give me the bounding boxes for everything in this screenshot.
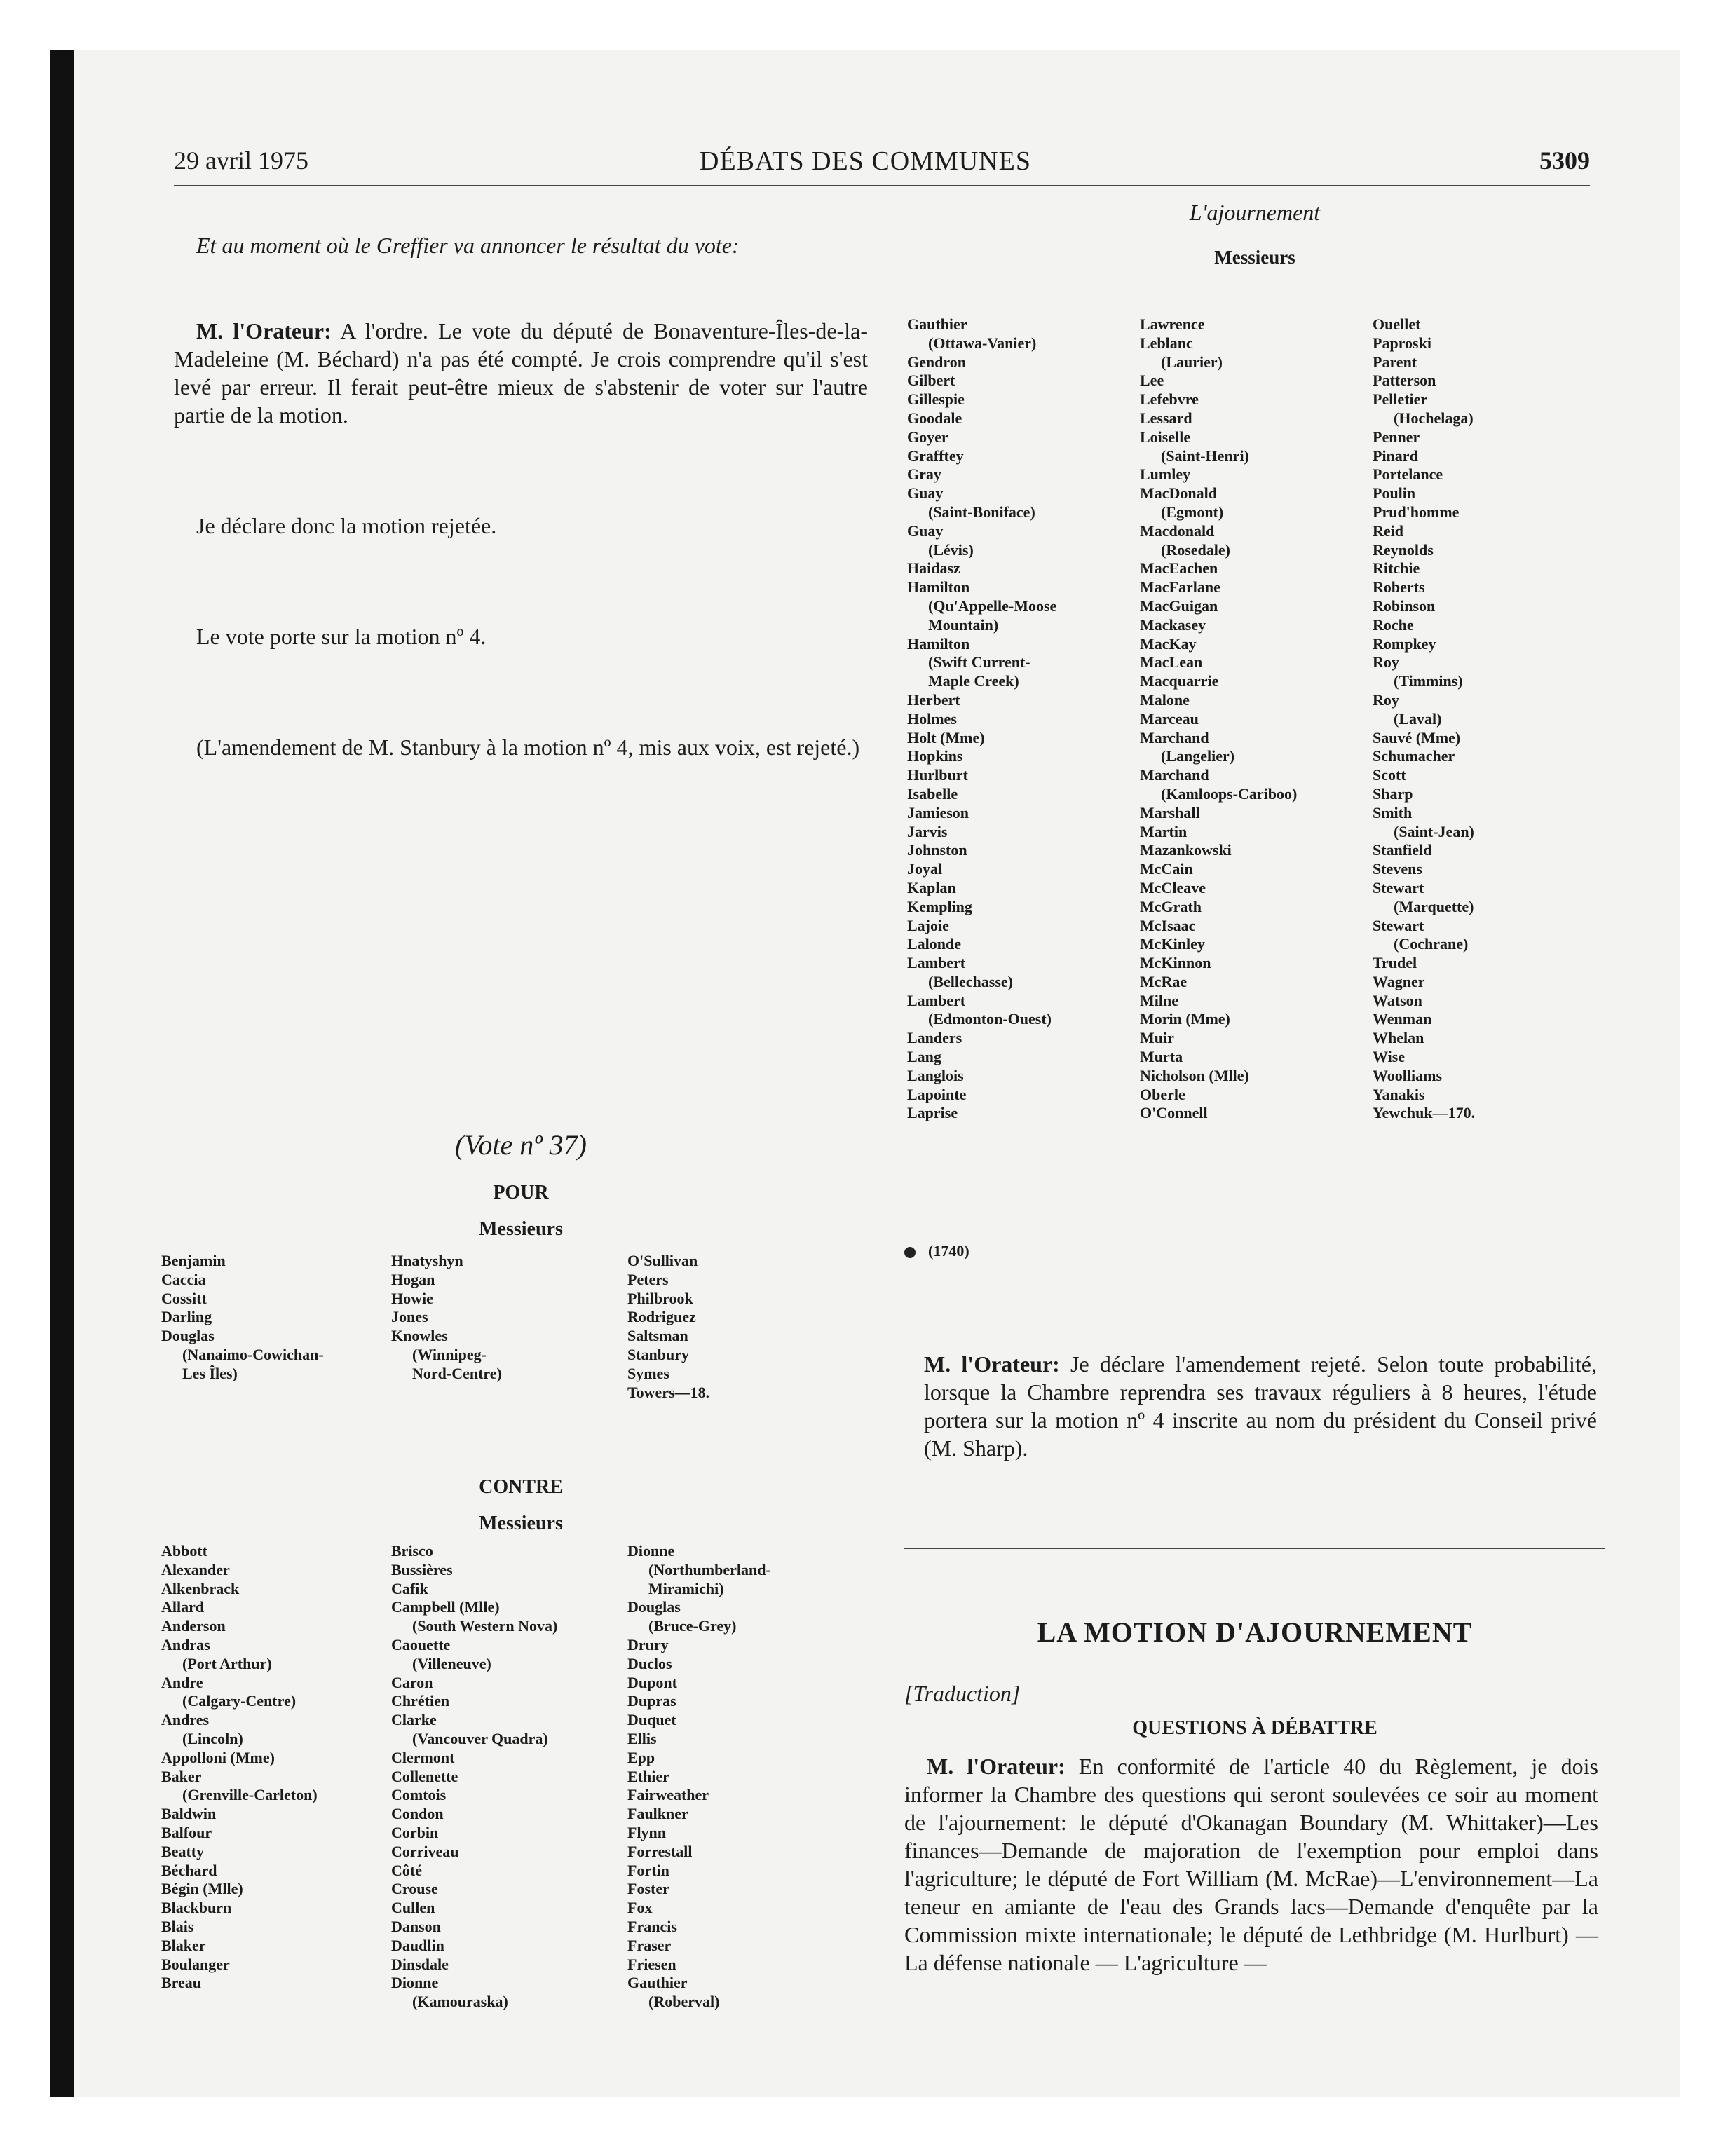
member-name: Lawrence xyxy=(1140,315,1205,333)
member-name: McRae xyxy=(1140,972,1188,990)
member-name: Lang xyxy=(907,1048,941,1066)
vote-title: (Vote nº 37) xyxy=(455,1129,587,1161)
member-name: Lambert xyxy=(907,954,966,972)
member-name: (Saint-Boniface) xyxy=(928,503,1035,521)
member-name: Collenette xyxy=(391,1767,458,1785)
member-name: Stewart xyxy=(1373,916,1424,934)
member-name: Blackburn xyxy=(161,1899,232,1917)
member-name: Lee xyxy=(1140,371,1164,390)
member-name: Haidasz xyxy=(907,559,960,578)
member-name: Pelletier xyxy=(1373,390,1428,409)
member-name: (Edmonton-Ouest) xyxy=(928,1010,1052,1028)
member-name: Trudel xyxy=(1373,954,1417,972)
member-name: Breau xyxy=(161,1974,202,1992)
speaker-name-2: M. l'Orateur: xyxy=(924,1351,1060,1377)
member-name: Sharp xyxy=(1373,784,1413,803)
member-name: Scott xyxy=(1373,766,1406,784)
member-name: Dupras xyxy=(627,1692,676,1710)
member-name: Brisco xyxy=(391,1542,433,1560)
member-name: Wagner xyxy=(1373,972,1425,990)
member-name: McGrath xyxy=(1140,897,1202,915)
member-name: O'Sullivan xyxy=(627,1252,698,1269)
member-name: Leblanc xyxy=(1140,334,1193,352)
member-name: Gauthier xyxy=(907,315,967,333)
member-name: Condon xyxy=(391,1805,444,1823)
member-name: Andre xyxy=(161,1673,203,1691)
member-name: (Kamouraska) xyxy=(412,1993,508,2011)
member-name: Comtois xyxy=(391,1786,447,1804)
member-name: Boulanger xyxy=(161,1955,230,1973)
member-name: Bussières xyxy=(391,1560,453,1578)
member-name: Ellis xyxy=(627,1729,657,1747)
member-name: Symes xyxy=(627,1364,669,1382)
member-name: Prud'homme xyxy=(1373,503,1460,521)
member-name: Patterson xyxy=(1373,371,1436,390)
member-name: Friesen xyxy=(627,1955,676,1973)
member-name: (Kamloops-Cariboo) xyxy=(1161,784,1298,803)
member-name: Andres xyxy=(161,1711,210,1729)
member-name: Parent xyxy=(1373,353,1417,371)
member-name: Caouette xyxy=(391,1635,451,1653)
member-name: Ethier xyxy=(627,1767,669,1785)
member-name: Isabelle xyxy=(907,784,958,803)
member-name: Duquet xyxy=(627,1711,676,1729)
section-title: LA MOTION D'AJOURNEMENT xyxy=(1037,1616,1473,1648)
member-name: Corbin xyxy=(391,1823,439,1841)
member-name: Béchard xyxy=(161,1861,217,1879)
member-name: (Marquette) xyxy=(1394,897,1474,915)
member-name: Cossitt xyxy=(161,1289,207,1307)
member-name: McKinnon xyxy=(1140,954,1211,972)
member-name: Marchand xyxy=(1140,728,1209,746)
member-name: Douglas xyxy=(627,1598,681,1616)
member-name: McCain xyxy=(1140,860,1193,878)
member-name: Jarvis xyxy=(907,822,948,840)
member-name: Francis xyxy=(627,1917,677,1935)
member-name: Sauvé (Mme) xyxy=(1373,728,1461,746)
member-name: (Roberval) xyxy=(648,1993,720,2011)
member-name: Ouellet xyxy=(1373,315,1421,333)
member-name: Daudlin xyxy=(391,1936,444,1954)
member-name: (Egmont) xyxy=(1161,503,1224,521)
member-name: Johnston xyxy=(907,841,967,859)
member-name: Robinson xyxy=(1373,596,1436,615)
member-name: Baker xyxy=(161,1767,202,1785)
member-name: Milne xyxy=(1140,991,1178,1009)
member-name: Towers—18. xyxy=(627,1383,710,1401)
member-name: Roy xyxy=(1373,653,1399,671)
member-name: Wenman xyxy=(1373,1010,1432,1028)
member-name: Mountain) xyxy=(928,615,999,634)
member-name: Lajoie xyxy=(907,916,949,934)
member-name: Fraser xyxy=(627,1936,672,1954)
member-name: Caron xyxy=(391,1673,433,1691)
member-name: Gilbert xyxy=(907,371,955,390)
member-name: MacFarlane xyxy=(1140,578,1220,596)
member-name: Morin (Mme) xyxy=(1140,1010,1230,1028)
member-name: Mazankowski xyxy=(1140,841,1232,859)
member-name: (Calgary-Centre) xyxy=(182,1692,297,1710)
member-name: (Lincoln) xyxy=(182,1729,243,1747)
member-name: Pinard xyxy=(1373,446,1418,465)
member-name: Macdonald xyxy=(1140,521,1215,540)
member-name: Blais xyxy=(161,1917,194,1935)
member-name: Foster xyxy=(627,1880,669,1898)
member-name: Guay xyxy=(907,521,944,540)
member-name: Peters xyxy=(627,1270,669,1288)
member-name: (Qu'Appelle-Moose xyxy=(928,596,1057,615)
member-name: Rodriguez xyxy=(627,1308,696,1326)
member-name: (Swift Current- xyxy=(928,653,1030,671)
speaker-name: M. l'Orateur: xyxy=(196,318,332,343)
speaker-text-3: En conformité de l'article 40 du Règlement, je dois informer la Chambre des questions qui seront soulevées ce soir au moment de l'ajournement: le député d'Okanagan Boundary (M. Whittaker)—Les finances—Demande de majoration de l'exemption pour emploi dans l'agriculture; le député de Fort William (M. McRae)—L'environnement—La teneur en amiante de l'eau des Grands lacs—Demande d'enquête par la Commission mixte internationale; le député de Lethbridge (M. Hurlburt) — La défense nationale — L'agriculture — xyxy=(904,1754,1599,1975)
member-name: Goyer xyxy=(907,428,948,446)
speaker-text: A l'ordre. Le vote du député de Bonaventure-Îles-de-la-Madeleine (M. Béchard) n'a pas été compté. Je crois comprendre qu'il s'est levé par erreur. Il ferait peut-être mieux de s'abstenir de voter sur l'autre partie de la motion. xyxy=(174,318,868,428)
right-list-col2 xyxy=(1140,315,1297,1123)
member-name: Chrétien xyxy=(391,1692,450,1710)
member-name: Benjamin xyxy=(161,1252,226,1269)
member-name: Dupont xyxy=(627,1673,677,1691)
member-name: (Langelier) xyxy=(1161,747,1235,765)
member-name: Blaker xyxy=(161,1936,206,1954)
member-name: Crouse xyxy=(391,1880,438,1898)
member-name: Stewart xyxy=(1373,878,1424,896)
member-name: Hurlburt xyxy=(907,766,968,784)
member-name: Holt (Mme) xyxy=(907,728,985,746)
member-name: (Saint-Henri) xyxy=(1161,446,1249,465)
member-name: Grafftey xyxy=(907,446,964,465)
member-name: Dionne xyxy=(391,1974,439,1992)
member-name: (Ottawa-Vanier) xyxy=(928,334,1037,352)
member-name: Lumley xyxy=(1140,465,1191,484)
member-name: (Grenville-Carleton) xyxy=(182,1786,318,1804)
member-name: Malone xyxy=(1140,690,1190,709)
paragraph-speaker-1 xyxy=(174,317,868,429)
member-name: Roberts xyxy=(1373,578,1425,596)
contre-messieurs: Messieurs xyxy=(479,1513,563,1534)
member-name: Roy xyxy=(1373,690,1399,709)
member-name: Fortin xyxy=(627,1861,669,1879)
member-name: Marchand xyxy=(1140,766,1209,784)
member-name: MacDonald xyxy=(1140,484,1217,503)
member-name: (Villeneuve) xyxy=(412,1654,491,1672)
pour-list-col1 xyxy=(161,1252,324,1384)
member-name: Mackasey xyxy=(1140,615,1206,634)
paragraph-speaker-3 xyxy=(904,1752,1598,1977)
member-name: Guay xyxy=(907,484,944,503)
member-name: Epp xyxy=(627,1748,655,1766)
member-name: (Rosedale) xyxy=(1161,540,1230,559)
member-name: Philbrook xyxy=(627,1289,693,1307)
right-messieurs: Messieurs xyxy=(1214,247,1295,268)
member-name: Ritchie xyxy=(1373,559,1420,578)
member-name: Duclos xyxy=(627,1654,672,1672)
member-name: Muir xyxy=(1140,1029,1174,1047)
member-name: Gray xyxy=(907,465,941,484)
member-name: Faulkner xyxy=(627,1805,688,1823)
member-name: Woolliams xyxy=(1373,1066,1443,1084)
member-name: McCleave xyxy=(1140,878,1206,896)
member-name: Oberle xyxy=(1140,1085,1185,1103)
pour-messieurs: Messieurs xyxy=(479,1218,563,1240)
member-name: Forrestall xyxy=(627,1842,693,1860)
member-name: (Winnipeg- xyxy=(412,1345,487,1363)
member-name: Knowles xyxy=(391,1327,448,1345)
bullet-dot-icon xyxy=(904,1247,916,1258)
member-name: Jamieson xyxy=(907,803,969,821)
member-name: Bégin (Mlle) xyxy=(161,1880,243,1898)
member-name: McIsaac xyxy=(1140,916,1196,934)
member-name: Paproski xyxy=(1373,334,1431,352)
member-name: Herbert xyxy=(907,690,960,709)
member-name: Rompkey xyxy=(1373,634,1436,653)
pour-list-col2 xyxy=(391,1252,502,1384)
member-name: MacKay xyxy=(1140,634,1197,653)
member-name: (Hochelaga) xyxy=(1394,409,1474,427)
member-name: (Bellechasse) xyxy=(928,972,1013,990)
member-name: (Nanaimo-Cowichan- xyxy=(182,1345,324,1363)
time-stamp: (1740) xyxy=(928,1242,969,1260)
member-name: Dinsdale xyxy=(391,1955,449,1973)
member-name: Corriveau xyxy=(391,1842,459,1860)
member-name: Poulin xyxy=(1373,484,1416,503)
member-name: Hamilton xyxy=(907,634,970,653)
member-name: Caccia xyxy=(161,1270,206,1288)
member-name: Danson xyxy=(391,1917,441,1935)
page-header xyxy=(174,146,1590,186)
member-name: Smith xyxy=(1373,803,1413,821)
member-name: Marshall xyxy=(1140,803,1200,821)
member-name: MacGuigan xyxy=(1140,596,1218,615)
member-name: Gendron xyxy=(907,353,966,371)
member-name: Cullen xyxy=(391,1899,435,1917)
member-name: Lapointe xyxy=(907,1085,967,1103)
right-paragraph-1-wrap xyxy=(924,1350,1597,1462)
section-divider xyxy=(904,1548,1605,1549)
member-name: Portelance xyxy=(1373,465,1443,484)
speaker-name-3: M. l'Orateur: xyxy=(927,1754,1066,1779)
member-name: Kempling xyxy=(907,897,972,915)
member-name: Yanakis xyxy=(1373,1085,1425,1103)
section-ajournement-italic: L'ajournement xyxy=(1189,200,1321,225)
right-paragraph-2-wrap xyxy=(904,1752,1598,1977)
member-name: Maple Creek) xyxy=(928,672,1019,690)
member-name: Hnatyshyn xyxy=(391,1252,463,1269)
member-name: Balfour xyxy=(161,1823,212,1841)
member-name: Lambert xyxy=(907,991,966,1009)
member-name: Holmes xyxy=(907,709,957,728)
paragraph-motion-4: Le vote porte sur la motion nº 4. xyxy=(196,624,487,649)
member-name: (Vancouver Quadra) xyxy=(412,1729,548,1747)
traduction-label: [Traduction] xyxy=(904,1681,1021,1706)
member-name: Joyal xyxy=(907,860,943,878)
speaker-text-2: Je déclare l'amendement rejeté. Selon toute probabilité, lorsque la Chambre reprendra ses travaux réguliers à 8 heures, l'étude portera sur la motion nº 4 inscrite au nom du président du Conseil privé (M. Sharp). xyxy=(924,1351,1598,1461)
member-name: Lessard xyxy=(1140,409,1192,427)
member-name: Roche xyxy=(1373,615,1414,634)
contre-list-col1 xyxy=(161,1542,318,1993)
member-name: Les Îles) xyxy=(182,1364,238,1382)
member-name: Douglas xyxy=(161,1327,215,1345)
member-name: Gauthier xyxy=(627,1974,688,1992)
member-name: (Timmins) xyxy=(1394,672,1463,690)
member-name: Andras xyxy=(161,1635,210,1653)
member-name: Saltsman xyxy=(627,1327,688,1345)
member-name: Dionne xyxy=(627,1542,675,1560)
right-list-col3 xyxy=(1373,315,1475,1123)
member-name: Allard xyxy=(161,1598,205,1616)
member-name: (Saint-Jean) xyxy=(1394,822,1474,840)
member-name: (South Western Nova) xyxy=(412,1617,558,1635)
member-name: Stanfield xyxy=(1373,841,1432,859)
member-name: Côté xyxy=(391,1861,422,1879)
member-name: Nord-Centre) xyxy=(412,1364,502,1382)
member-name: Beatty xyxy=(161,1842,205,1860)
member-name: Anderson xyxy=(161,1617,226,1635)
member-name: Flynn xyxy=(627,1823,667,1841)
member-name: Landers xyxy=(907,1029,962,1047)
page-number: 5309 xyxy=(1539,146,1590,175)
member-name: Martin xyxy=(1140,822,1188,840)
member-name: Fox xyxy=(627,1899,653,1917)
member-name: Campbell (Mlle) xyxy=(391,1598,500,1616)
member-name: Goodale xyxy=(907,409,962,427)
member-name: (Laurier) xyxy=(1161,353,1223,371)
member-name: Baldwin xyxy=(161,1805,217,1823)
member-name: Watson xyxy=(1373,991,1422,1009)
member-name: Reid xyxy=(1373,521,1403,540)
member-name: Marceau xyxy=(1140,709,1199,728)
contre-list-col3 xyxy=(627,1542,771,2012)
paragraph-motion-rejected: Je déclare donc la motion rejetée. xyxy=(196,513,497,538)
member-name: MacLean xyxy=(1140,653,1203,671)
member-name: Laprise xyxy=(907,1104,958,1122)
member-name: Clarke xyxy=(391,1711,437,1729)
member-name: Reynolds xyxy=(1373,540,1434,559)
questions-heading: QUESTIONS À DÉBATTRE xyxy=(1132,1717,1377,1739)
member-name: MacEachen xyxy=(1140,559,1218,578)
member-name: Clermont xyxy=(391,1748,455,1766)
pour-heading: POUR xyxy=(493,1182,549,1203)
paragraph-vote-announcement: Et au moment où le Greffier va annoncer le résultat du vote: xyxy=(196,233,740,258)
member-name: Kaplan xyxy=(907,878,956,896)
member-name: Miramichi) xyxy=(648,1579,724,1597)
scan-edge xyxy=(50,50,74,2097)
member-name: Gillespie xyxy=(907,390,965,409)
contre-heading: CONTRE xyxy=(479,1476,563,1498)
member-name: Drury xyxy=(627,1635,669,1653)
member-name: Stevens xyxy=(1373,860,1422,878)
member-name: Whelan xyxy=(1373,1029,1424,1047)
member-name: Jones xyxy=(391,1308,428,1326)
header-title: DÉBATS DES COMMUNES xyxy=(700,146,1031,176)
member-name: Hopkins xyxy=(907,747,963,765)
member-name: Hogan xyxy=(391,1270,435,1288)
pour-list-col3 xyxy=(627,1252,709,1402)
paragraph-speaker-2 xyxy=(924,1350,1597,1462)
member-name: (Cochrane) xyxy=(1394,935,1469,953)
member-name: (Bruce-Grey) xyxy=(648,1617,737,1635)
member-name: Loiselle xyxy=(1140,428,1191,446)
left-column xyxy=(174,231,868,761)
member-name: Alexander xyxy=(161,1560,230,1578)
right-list-col1 xyxy=(907,315,1056,1123)
member-name: Lalonde xyxy=(907,935,962,953)
member-name: Appolloni (Mme) xyxy=(161,1748,275,1766)
member-name: O'Connell xyxy=(1140,1104,1208,1122)
member-name: Howie xyxy=(391,1289,433,1307)
member-name: Nicholson (Mlle) xyxy=(1140,1066,1249,1084)
member-name: (Port Arthur) xyxy=(182,1654,272,1672)
header-date: 29 avril 1975 xyxy=(174,146,308,175)
member-name: Macquarrie xyxy=(1140,672,1219,690)
member-name: Schumacher xyxy=(1373,747,1455,765)
member-name: McKinley xyxy=(1140,935,1205,953)
member-name: Penner xyxy=(1373,428,1420,446)
member-name: (Laval) xyxy=(1394,709,1442,728)
member-name: Cafik xyxy=(391,1579,428,1597)
member-name: Stanbury xyxy=(627,1345,690,1363)
member-name: Lefebvre xyxy=(1140,390,1199,409)
member-name: (Northumberland- xyxy=(648,1560,771,1578)
member-name: Darling xyxy=(161,1308,212,1326)
member-name: Hamilton xyxy=(907,578,970,596)
time-marker xyxy=(904,1242,969,1260)
member-name: Yewchuk—170. xyxy=(1373,1104,1476,1122)
contre-list-col2 xyxy=(391,1542,557,2012)
member-name: (Lévis) xyxy=(928,540,974,559)
paragraph-amendment: (L'amendement de M. Stanbury à la motion nº 4, mis aux voix, est rejeté.) xyxy=(196,735,860,760)
member-name: Murta xyxy=(1140,1048,1183,1066)
member-name: Abbott xyxy=(161,1542,208,1560)
member-name: Fairweather xyxy=(627,1786,709,1804)
member-name: Langlois xyxy=(907,1066,964,1084)
member-name: Wise xyxy=(1373,1048,1406,1066)
member-name: Alkenbrack xyxy=(161,1579,240,1597)
